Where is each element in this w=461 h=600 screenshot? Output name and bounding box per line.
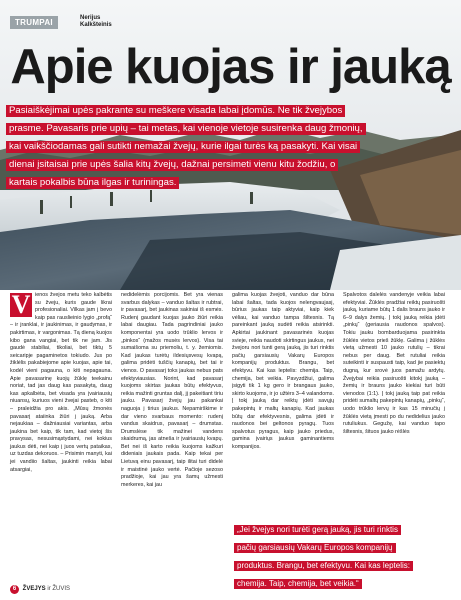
column-text: galima kuojas žvejoti, vanduo dar būna labai šaltas, tada kuojos nelengvaujasį, būrius jaukas taip aktyviai, kaip kiek vėliau, kai vanduo tampa šiltesnis. Tą pareinkant jauką sudėti reikia atsirinkti. Apkirtai jaukinant pavasarinės kuojas svieje, reikia naudoti skirtingus jaukus, nei žvejoru nori tunti gerą jauką, jis turi rinktis pačių garsiausių Vakarų Europos kompanijų produktus. Brangu, bet efektyvu. Kai kas leptelis: chemija. Taip, chemija, bet veikia. Pavyzdžiui, galima įsigyti tik 1 kg gero ir brangaus jauko, skirto kuojoms, ir jo užtėrs 3–4 valandoms. Į tokį jauką dar reiktų įdėti savųjų pakepintų ir maltų kanapių. Kad jaukas būtų dar efektyvesnis, galima įdėti ir raudonos bei geltonos pyragų. Tuos spalvotus pyragus, kaip jauko priedus, gamina įvairiųs jaukus gaminantiems kompanijos. [232, 292, 334, 450]
pull-quote-line: „Jei žvejys nori turėti gerą jauką, jis turi rinktis [234, 525, 401, 535]
author-name [80, 15, 112, 29]
pull-quote-line: chemija. Taip, chemija, bet veikia.“ [234, 579, 362, 589]
page-number: 6 [10, 585, 19, 594]
body-column-1 [10, 292, 112, 474]
column-text: Spalvotos dalelės vandenyje veikia labai efektyviai. Žūklės pradžiai reiktų pasiruošti jauką, kuriame būtų 1 dalis brauns jauko ir 6–9 dalys žemių. Į tokį jauką reikia įdėti „pinkų“ (geriausia raudonos spalvos). Tokiu jauku bombarduojama pasirinkta žūklės vietos prieš žūklę. Galima į žūklės vietą užmesti 10 jauko rutulių – tikrai nebus per daug. Bet rutuliai reikia suteikinti ir suspausti taip, kad jie pasiektų dugną, kur srovė juos pamažu ardytų. Žvejybai reikia pasiruošti kitokį jauką – žemių ir brauns jauko kiekiai turi būti vienodos (1:1). Į tokį jauką taip pat reikia pridėti sumaltų pakepintų kanapių, „pinkų“, uodo trūklio lervų ir kas 15 minučių į žūklės vietą įmesti po du nedidelius jauko rutuliukus. Gegužę, kai vanduo tapo šiltesnis, šituos jauko rėšlės [343, 292, 445, 435]
body-column-4 [343, 292, 445, 436]
page-footer [10, 585, 70, 594]
magazine-brand: ŽVEJYS [22, 586, 46, 592]
author-first-name: Nerijus [80, 15, 101, 21]
lead-line: prasme. Pavasaris prie upių – tai metas, kai vienoje vietoje susirenka daug žmonių, [6, 123, 366, 135]
lead-line: kartais pokalbis būna ilgas ir turiningas. [6, 177, 179, 189]
section-tag: TRUMPAI [10, 16, 58, 29]
pull-quote-line: produktus. Brangu, bet efektyvu. Kai kas leptelis: [234, 561, 413, 571]
article-title: Apie kuojas ir jauką [10, 40, 451, 94]
lead-line: kai vaikščiodamas gali sutikti nemažai žvejų, kurie ilgai turės ką pasakyti. Kai visai [6, 141, 360, 153]
lead-line: Pasiaiškėjimai upės pakrante su meškere visada labai įdomūs. Ne tik žvejybos [6, 105, 345, 117]
column-text: nedidelėmis porcijomis. Bet yra vienas svarbus dalykas – vanduo šaltas ir rubtrai, ir pavasarį, bet jaukinas sakiniai iš esmės. Rudenį gaudant kuojas jauko žiūri reikia labai daugiau. Tada pagrindiniai jauko komponentai yra uodo trūklio lervos ir „pinkos“ (mažos musės lervos). Visa tai sumaišoma su priemoliu, t. y. žemiomis. Kad jaukas turėtų ildesiųsvesų kvapą, galima pridėti tuščių kanapių, bet tai ir vienos. O pavasarį toks jaukas nebus pats efektyviausias. Norint, kad pavasarį kuojoms skirtas jaukas būtų efektyvus, reikia mažinti gruntas dalį, jį pakeitiant tiriu jauku. Pavasarį žvejų jau pakankai naguoja į tirius jaukus. Nepamirškime ir dar vieno svarbaus momento: rudenį vandus skaidrus, pavasarį – drumstas. Drumslėse tik mažinei vandens skaidrumą, jas atneša ir įvairiausių kvapų. Bet nei iš karto reikia kuojoms kažkuri dideniais jaukais pada. Kaip tekai per Lietuvą einu pavasarį, taip ilitai turi didelė ir maistinė jauko vertė. Pačioje sezoso pradžioje, kai jau yra šamų užmesti merkeres, kai jau [121, 292, 223, 488]
pull-quote-line: pačių garsiausių Vakarų Europos kompanijų [234, 543, 396, 553]
pull-quote [234, 519, 430, 591]
body-column-3 [232, 292, 334, 451]
lead-line: dienai įsitaisai prie upės šalia kitų žvejų, dažnai persimeti vienu kitu žodžiu, o [6, 159, 338, 171]
body-column-2 [121, 292, 223, 489]
drop-cap: V [11, 290, 31, 319]
column-text: ienos žvejos metu teko kalbėtis su žveju, kuris gaude likrai profesionaliai. Vilkas jam į bevo kaip pas rauslieinio lygio „profą“ – ir jranklai, ir jaukinimas, ir gaudymas, ir pakirtimas, ir vargonimas. Tą dieną kuojos kibo gana vangiai, bet tik ne jam. Jis gaudė stabiliai, tikoliai, bet tiktų 5 seicaripje pagaminetos tokiudo. Jus po žiklėlis pakabiejome apie kuojas, apie tai, kodėl vieni pagauna, o kiti nepagauna. Apie pavasarinę kuojų žūklę teekainu noriat, tad jas daug kas pasakytą, daug kas apkalbėta, bet visada yra įvairiausių niuansų, kuriuos vieni žvejai pasteb, o kiti – praleidžia pro akis. „Mūsų žmonės pavasarį ataiinka žiūri į jauką. Arba nejaukiaa – dažniausiai variantas, arba jaukina bet kaip, tik tam, kad vietoj šis pravysas, nesusimąstydami, nei kokius jaukus dėti, nei kaip į juos vertų pataikas, uz tuzdas dekoruos. – Prisimin manyti, kai jei vandiio šaltas, jaukinti reikia labai atsargiai, [10, 292, 112, 473]
author-last-name: Kalkšteinis [80, 22, 112, 28]
magazine-issue: ir ŽUVIS [47, 586, 71, 592]
lead-paragraph [6, 100, 366, 190]
